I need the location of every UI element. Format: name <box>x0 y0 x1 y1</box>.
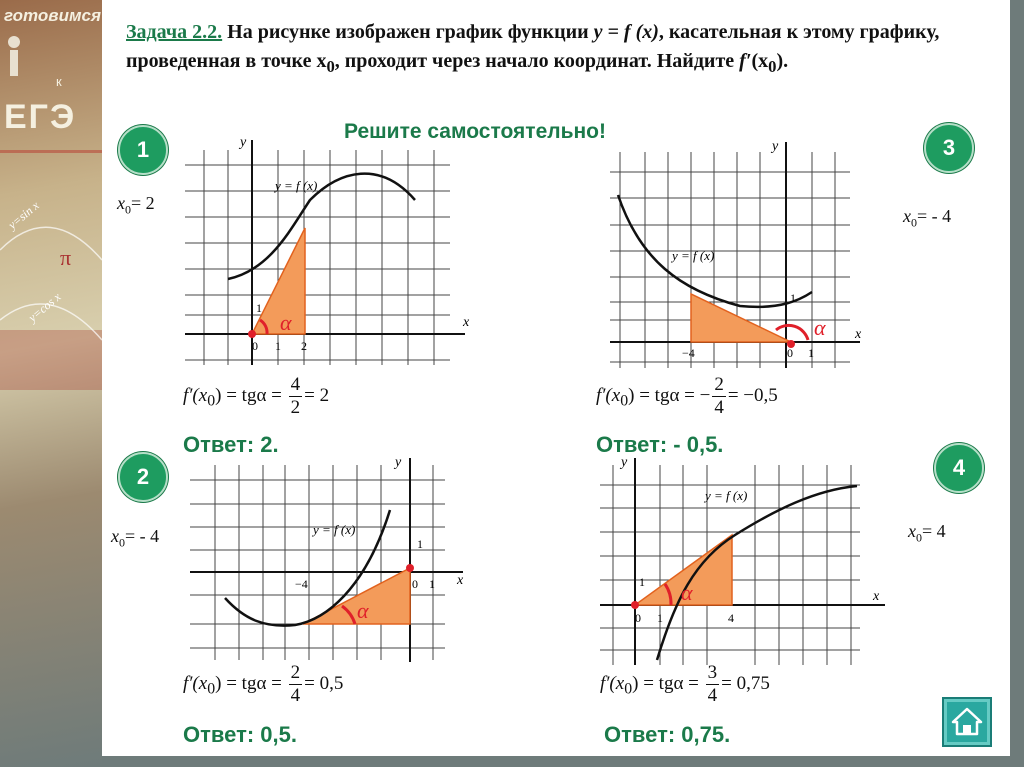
tick-label: −4 <box>295 577 308 591</box>
func-label: y = f (x) <box>705 488 748 503</box>
sidebar-figure-icon <box>0 0 102 767</box>
alpha-symbol: α <box>280 310 292 335</box>
axis-y-label: y <box>395 455 402 470</box>
axis-x-label: x <box>457 573 464 588</box>
problem-badge-3: 3 <box>924 123 974 173</box>
tick-label: 1 <box>639 575 645 589</box>
title-func: y = f (x) <box>593 21 659 43</box>
title-sub: 0 <box>326 57 335 76</box>
sidebar-decoration <box>0 0 102 767</box>
title-find: f′ <box>739 50 752 72</box>
tick-label: 0 <box>635 611 641 625</box>
formula-1: $f'(x_0) = tg\alpha$ = $\frac{4}{2}$ = 2 <box>183 374 330 418</box>
graph-3 <box>600 130 880 370</box>
tick-label: 1 <box>417 537 423 551</box>
answer-4: Ответ: 0,75. <box>604 722 731 747</box>
tick-label: 2 <box>301 339 307 353</box>
title-text: , проходит через начало координат. Найдите <box>334 50 740 72</box>
sidebar-top-text: готовимся <box>4 6 102 25</box>
task-title <box>126 18 986 81</box>
x0-label-1: $x_0= 2$ <box>117 193 155 217</box>
tick-label: 1 <box>808 346 814 360</box>
formula-4: $f'(x_0) = tg\alpha$ = $\frac{3}{4}$ = 0,75 <box>600 662 770 706</box>
title-text: ). <box>776 50 789 72</box>
problem-badge-2: 2 <box>118 452 168 502</box>
func-label: y = f (x) <box>275 178 318 193</box>
tick-label: 0 <box>787 346 793 360</box>
tick-label: 0 <box>412 577 418 591</box>
alpha-symbol: α <box>814 315 826 340</box>
answer-1: Ответ: 2. <box>183 432 279 457</box>
answer-3: Ответ: - 0,5. <box>596 432 724 457</box>
subtitle: Решите самостоятельно! <box>344 120 607 143</box>
x0-label-4: $x_0= 4$ <box>908 521 946 545</box>
x0-label-3: $x_0= - 4$ <box>903 206 952 230</box>
tick-label: 0 <box>252 339 258 353</box>
title-sub: 0 <box>768 57 777 76</box>
title-text: На рисунке изображен график функции <box>222 21 594 43</box>
axis-x-label: x <box>855 327 862 342</box>
formula-2: $f'(x_0) = tg\alpha$ = $\frac{2}{4}$ = 0,5 <box>183 662 344 706</box>
tick-label: 1 <box>256 301 262 315</box>
axis-y-label: y <box>621 455 628 470</box>
title-text: (x <box>751 50 769 72</box>
axis-x-label: x <box>463 315 470 330</box>
formula-3: $f'(x_0) = tg\alpha$ = − $\frac{2}{4}$ = −0,5 <box>596 374 778 418</box>
problem-badge-4: 4 <box>934 443 984 493</box>
graph-2 <box>185 450 475 665</box>
sidebar-ege-text: ЕГЭ <box>4 98 77 136</box>
graph-4 <box>595 450 895 670</box>
tick-label: 1 <box>429 577 435 591</box>
home-icon <box>944 699 990 745</box>
title-text: , касательная к этому графику, проведенная в точке x <box>126 21 940 72</box>
tick-label: 1 <box>790 291 796 305</box>
graph-1 <box>180 130 480 370</box>
axis-x-label: x <box>873 589 880 604</box>
axis-y-label: y <box>240 135 247 150</box>
sidebar-pi: π <box>60 245 72 270</box>
x0-label-2: $x_0= - 4$ <box>111 526 160 550</box>
problem-badge-1: 1 <box>118 125 168 175</box>
answer-2: Ответ: 0,5. <box>183 722 297 747</box>
sidebar-formula-sin: y=sin x <box>5 198 42 232</box>
home-button[interactable] <box>942 697 992 747</box>
tick-label: 1 <box>275 339 281 353</box>
tick-label: 1 <box>657 611 663 625</box>
axis-y-label: y <box>772 139 779 154</box>
sidebar-formula-cos: y=cos x <box>25 289 64 325</box>
func-label: y = f (x) <box>313 522 356 537</box>
tick-label: −4 <box>682 346 695 360</box>
tick-label: 4 <box>728 611 734 625</box>
alpha-symbol: α <box>357 598 369 623</box>
task-label: Задача 2.2. <box>126 21 223 43</box>
alpha-symbol: α <box>681 580 693 605</box>
sidebar-k-text: к <box>56 74 62 89</box>
func-label: y = f (x) <box>672 248 715 263</box>
